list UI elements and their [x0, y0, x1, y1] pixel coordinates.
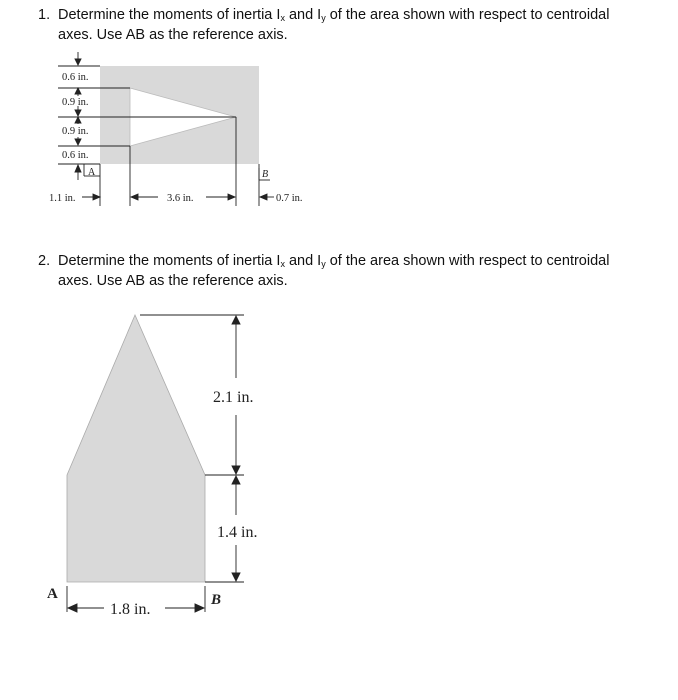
problem-2-text [58, 251, 644, 291]
figure-2-dim-height-top: 2.1 in. [213, 389, 254, 406]
figure-1-label-a: A [88, 167, 96, 178]
figure-2-label-a: A [47, 586, 58, 602]
figure-1-dim-width: 3.6 in. [167, 193, 194, 204]
figure-1-dim-d3: 0.9 in. [62, 126, 89, 137]
figure-2-label-b: B [211, 592, 222, 608]
figure-1-dim-left: 1.1 in. [49, 193, 76, 204]
figure-2-dim-width: 1.8 in. [110, 601, 151, 618]
figure-1-shape [100, 66, 259, 164]
problem-2-text-mid: and I [284, 253, 322, 269]
figure-1-dim-right: 0.7 in. [276, 193, 303, 204]
figure-1 [0, 0, 678, 250]
figure-1-axis-marks [84, 164, 270, 180]
figure-2-vertical-dims [232, 316, 240, 581]
problem-2-sub-y: y [321, 259, 326, 269]
problem-1-sub-y: y [321, 13, 326, 23]
problem-1-sub-x: x [280, 13, 285, 23]
figure-2-shape [67, 315, 205, 582]
figure-2-extension-lines [67, 315, 244, 612]
figure-1-dim-d4: 0.6 in. [62, 150, 89, 161]
problem-1-number: 1. [38, 7, 51, 23]
problem-2-text-before: Determine the moments of inertia I [58, 253, 281, 269]
figure-2-horizontal-dims [68, 604, 204, 612]
problem-2-sub-x: x [280, 259, 285, 269]
figure-1-dim-d2: 0.9 in. [62, 97, 89, 108]
figure-1-label-b: B [262, 169, 269, 180]
problem-2-number: 2. [38, 253, 51, 269]
problem-1-text-before: Determine the moments of inertia I [58, 7, 281, 23]
figure-1-dim-d1: 0.6 in. [62, 72, 89, 83]
figure-2-dim-height-bottom: 1.4 in. [217, 524, 258, 541]
problem-1-text-mid: and I [284, 7, 322, 23]
problem-1-text-after: of the area shown with respect to centroidal axes. Use AB as the reference axis. [58, 7, 610, 43]
problem-2-text-after: of the area shown with respect to centroidal axes. Use AB as the reference axis. [58, 253, 610, 289]
